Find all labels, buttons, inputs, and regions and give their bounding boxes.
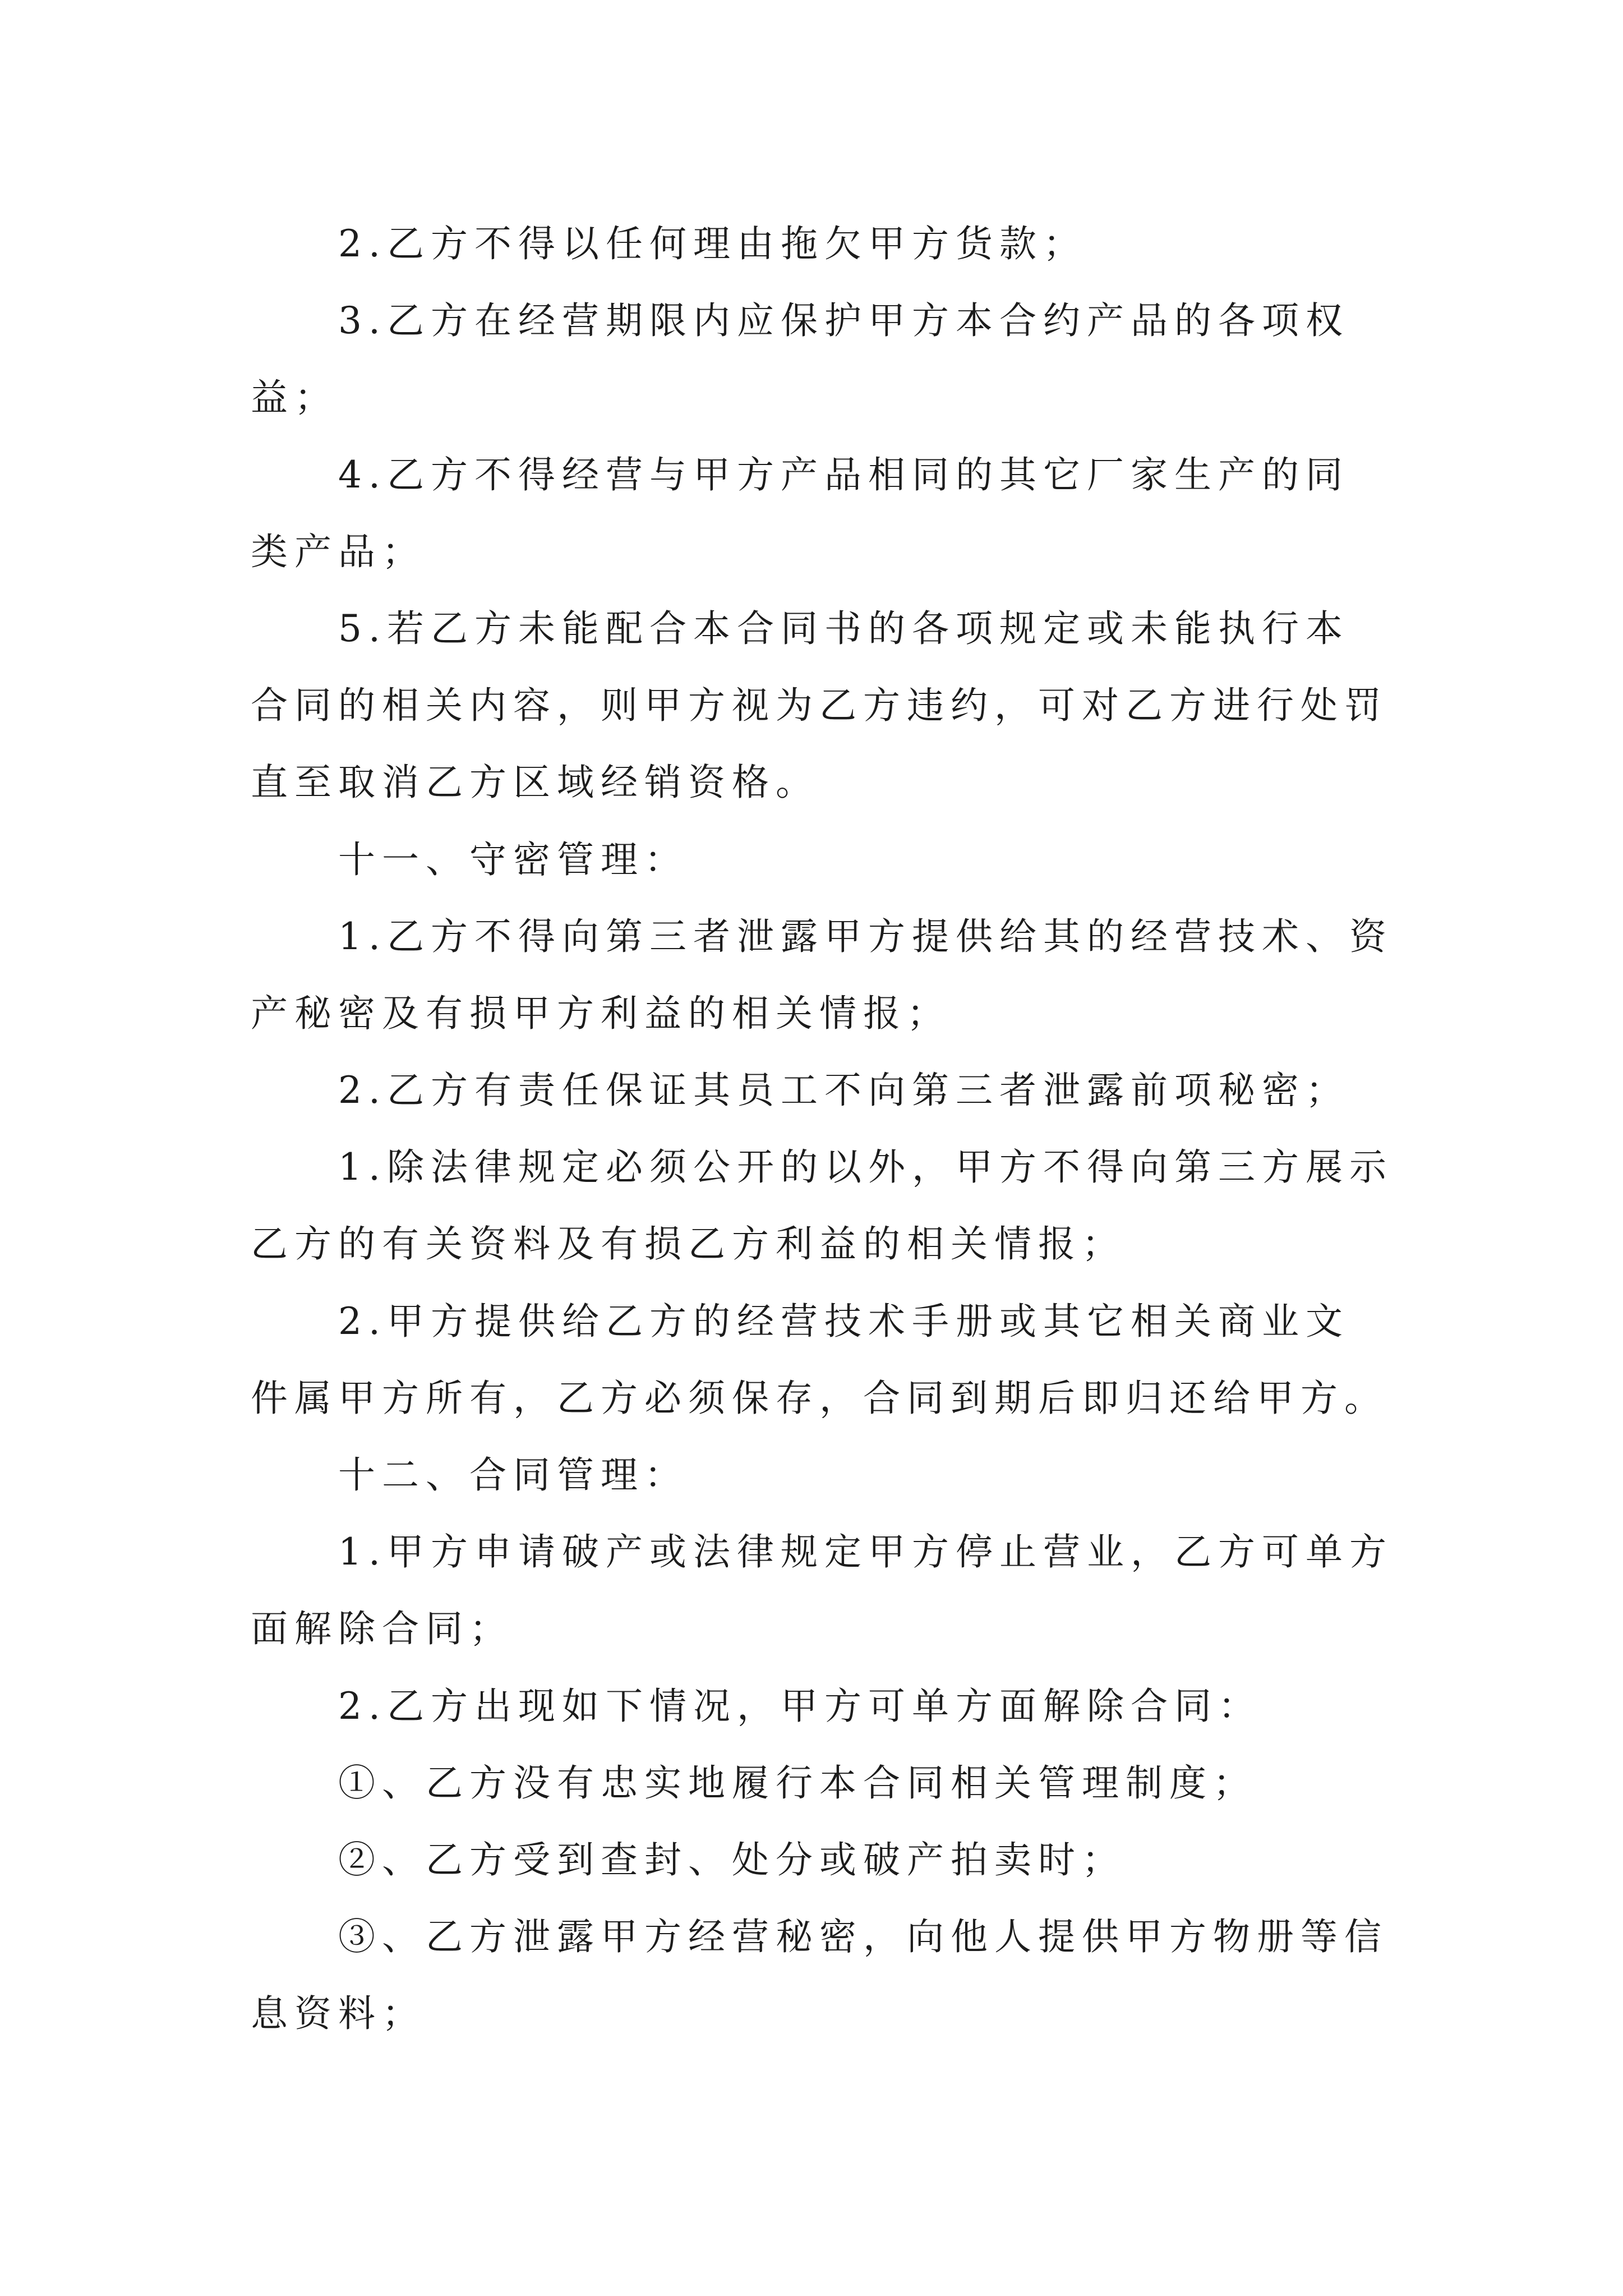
section-heading [251, 1437, 1389, 1513]
text-line: 1.乙方不得向第三者泄露甲方提供给其的经营技术、资 [338, 914, 1393, 958]
clause-paragraph [251, 898, 1393, 1052]
clause-paragraph [251, 205, 1389, 282]
document-body [251, 205, 1393, 2053]
text-line: ②、乙方受到查封、处分或破产拍卖时； [338, 1838, 1126, 1881]
text-line: 乙方的有关资料及有损乙方利益的相关情报； [251, 1222, 1126, 1266]
sub-clause-paragraph [251, 1745, 1389, 1821]
text-line: 类产品； [251, 530, 426, 573]
sub-clause-paragraph [251, 1898, 1389, 2052]
text-line: 产秘密及有损甲方利益的相关情报； [251, 991, 951, 1035]
clause-paragraph [251, 1052, 1389, 1129]
text-line: 直至取消乙方区域经销资格。 [251, 761, 819, 804]
text-line: 件属甲方所有，乙方必须保存，合同到期后即归还给甲方。 [251, 1376, 1388, 1420]
clause-paragraph [251, 590, 1389, 821]
text-line: 4.乙方不得经营与甲方产品相同的其它厂家生产的同 [338, 453, 1349, 496]
section-11-heading: 十一、守密管理： [338, 838, 688, 881]
text-line: 2.乙方出现如下情况，甲方可单方面解除合同： [338, 1684, 1262, 1728]
text-line: 2.甲方提供给乙方的经营技术手册或其它相关商业文 [338, 1299, 1349, 1343]
text-line: 3.乙方在经营期限内应保护甲方本合约产品的各项权 [338, 299, 1349, 343]
text-line: 息资料； [251, 1992, 426, 2036]
text-line: 面解除合同； [251, 1607, 513, 1651]
text-line: 2.乙方不得以任何理由拖欠甲方货款； [338, 222, 1087, 265]
text-line: 1.甲方申请破产或法律规定甲方停止营业，乙方可单方 [338, 1530, 1393, 1574]
text-line: ③、乙方泄露甲方经营秘密，向他人提供甲方物册等信 [338, 1915, 1388, 1959]
text-line: 1.除法律规定必须公开的以外，甲方不得向第三方展示 [338, 1145, 1393, 1189]
text-line: 益； [251, 376, 338, 420]
clause-paragraph [251, 1513, 1393, 1667]
section-heading [251, 821, 1389, 898]
text-line: 2.乙方有责任保证其员工不向第三者泄露前项秘密； [338, 1069, 1349, 1112]
sub-clause-paragraph [251, 1821, 1389, 1898]
text-line: ①、乙方没有忠实地履行本合同相关管理制度； [338, 1761, 1257, 1805]
section-12-heading: 十二、合同管理： [338, 1453, 688, 1497]
text-line: 合同的相关内容，则甲方视为乙方违约，可对乙方进行处罚 [251, 684, 1388, 728]
clause-paragraph [251, 282, 1389, 436]
clause-paragraph [251, 1129, 1393, 1282]
clause-paragraph [251, 436, 1389, 590]
clause-paragraph [251, 1668, 1389, 1745]
text-line: 5.若乙方未能配合本合同书的各项规定或未能执行本 [338, 606, 1349, 650]
clause-paragraph [251, 1283, 1389, 1437]
